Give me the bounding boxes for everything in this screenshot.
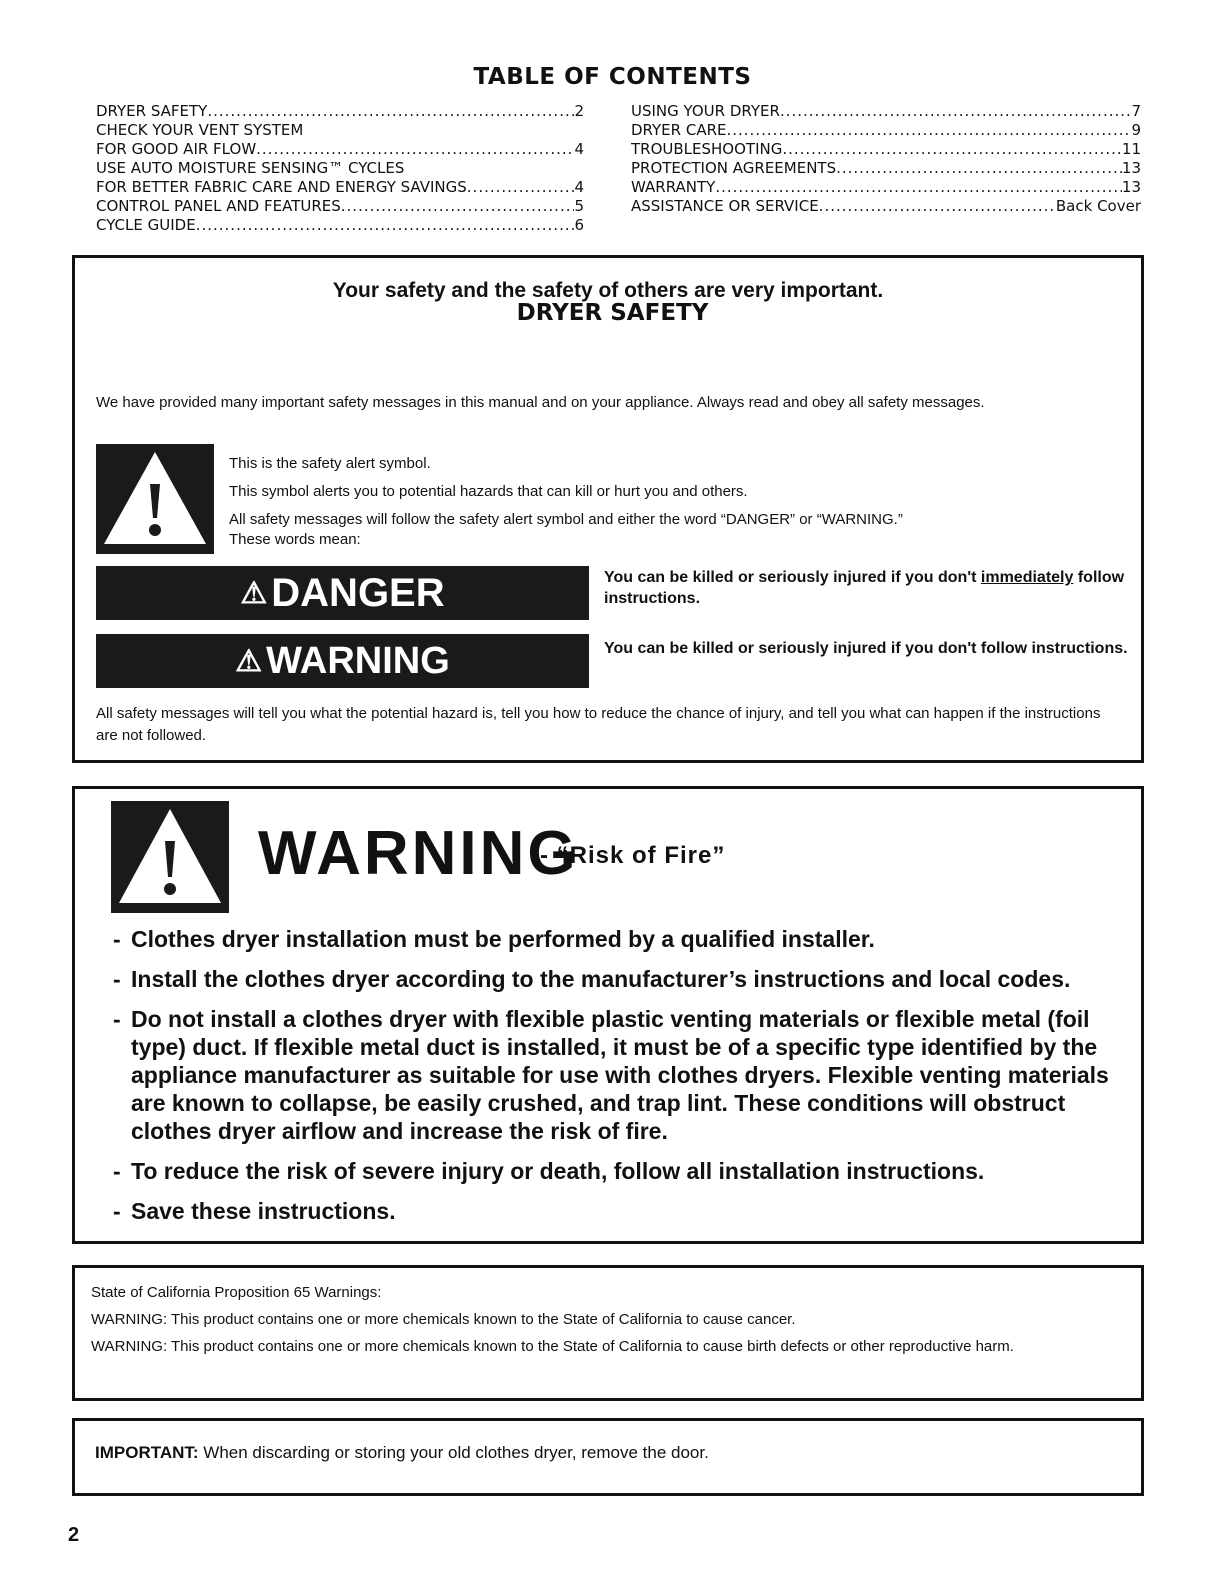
toc-entry: USE AUTO MOISTURE SENSING™ CYCLES — [96, 159, 405, 177]
toc-entry: DRYER CARE ..... 9 — [631, 121, 1141, 140]
toc-right-column — [631, 102, 1141, 216]
toc-entry: PROTECTION AGREEMENTS ..... 13 — [631, 159, 1141, 178]
toc-entry: ASSISTANCE OR SERVICE ..... Back Cover — [631, 197, 1141, 216]
toc-entry: FOR GOOD AIR FLOW ..... 4 — [96, 140, 584, 159]
fire-warning-title: WARNING — [258, 819, 579, 888]
page-number: 2 — [68, 1524, 80, 1546]
toc-entry: CHECK YOUR VENT SYSTEM — [96, 121, 304, 139]
toc-left-column — [96, 102, 584, 235]
fire-warning-list — [113, 925, 1113, 1237]
warning-description: You can be killed or seriously injured if you don't follow instructions. — [604, 640, 1128, 657]
warning-signal-banner: ⚠ WARNING — [96, 634, 589, 688]
toc-entry: CYCLE GUIDE ..... 6 — [96, 216, 584, 235]
list-item: - Install the clothes dryer according to the manufacturer’s instructions and local codes. — [113, 966, 1071, 992]
list-item: - Clothes dryer installation must be performed by a qualified installer. — [113, 926, 875, 952]
list-item: - Do not install a clothes dryer with flexible plastic venting materials or flexible metal (foil type) duct. If flexible metal duct is installed, it must be of a specific type identified by the appliance manufacturer as suitable for use with clothes dryers. Flexible venting materials are known to collapse, be easily crushed, and trap lint. These conditions will obstruct clothes dryer airflow and increase the risk of fire. — [113, 1006, 1109, 1144]
safety-symbol-explanation: This is the safety alert symbol. This symbol alerts you to potential hazards that can kill or hurt you and others. All safety messages will follow the safety alert symbol and either the word “DANGER” or “WARNING.” These words mean: — [229, 455, 903, 548]
fire-warning-subtitle: - “Risk of Fire” — [540, 842, 726, 869]
danger-signal-banner: ⚠ DANGER — [96, 566, 589, 620]
safety-alert-icon — [111, 801, 229, 913]
danger-description: You can be killed or seriously injured if you don't immediately follow instructions. — [604, 569, 1125, 607]
section-title: DRYER SAFETY — [516, 300, 709, 326]
safety-heading: Your safety and the safety of others are very important. — [332, 279, 884, 302]
toc-entry: WARRANTY ..... 13 — [631, 178, 1141, 197]
toc-title: TABLE OF CONTENTS — [473, 64, 752, 90]
toc-entry: TROUBLESHOOTING ..... 11 — [631, 140, 1141, 159]
safety-intro-text: We have provided many important safety messages in this manual and on your appliance. Always read and obey all safety messages. — [96, 394, 985, 411]
toc-entry: FOR BETTER FABRIC CARE AND ENERGY SAVINGS ..... 4 — [96, 178, 584, 197]
toc-entry: USING YOUR DRYER ..... 7 — [631, 102, 1141, 121]
safety-alert-icon — [96, 444, 214, 554]
toc-entry: DRYER SAFETY ..... 2 — [96, 102, 584, 121]
prop65-text: State of California Proposition 65 Warnings: WARNING: This product contains one or more chemicals known to the State of California to cause cancer. WARNING: This product contains one or more chemicals known to the State of California to cause birth defects or other reproductive harm. — [91, 1284, 1014, 1355]
alert-triangle-icon: ⚠ — [235, 644, 263, 678]
important-note: IMPORTANT: When discarding or storing your old clothes dryer, remove the door. — [95, 1443, 709, 1462]
safety-footer-text: All safety messages will tell you what the potential hazard is, tell you how to reduce the chance of injury, and tell you what can happen if the instructions are not followed. — [96, 705, 1101, 744]
list-item: - To reduce the risk of severe injury or death, follow all installation instructions. — [113, 1158, 985, 1184]
list-item: - Save these instructions. — [113, 1198, 396, 1224]
toc-entry: CONTROL PANEL AND FEATURES ..... 5 — [96, 197, 584, 216]
alert-triangle-icon: ⚠ — [240, 576, 268, 610]
